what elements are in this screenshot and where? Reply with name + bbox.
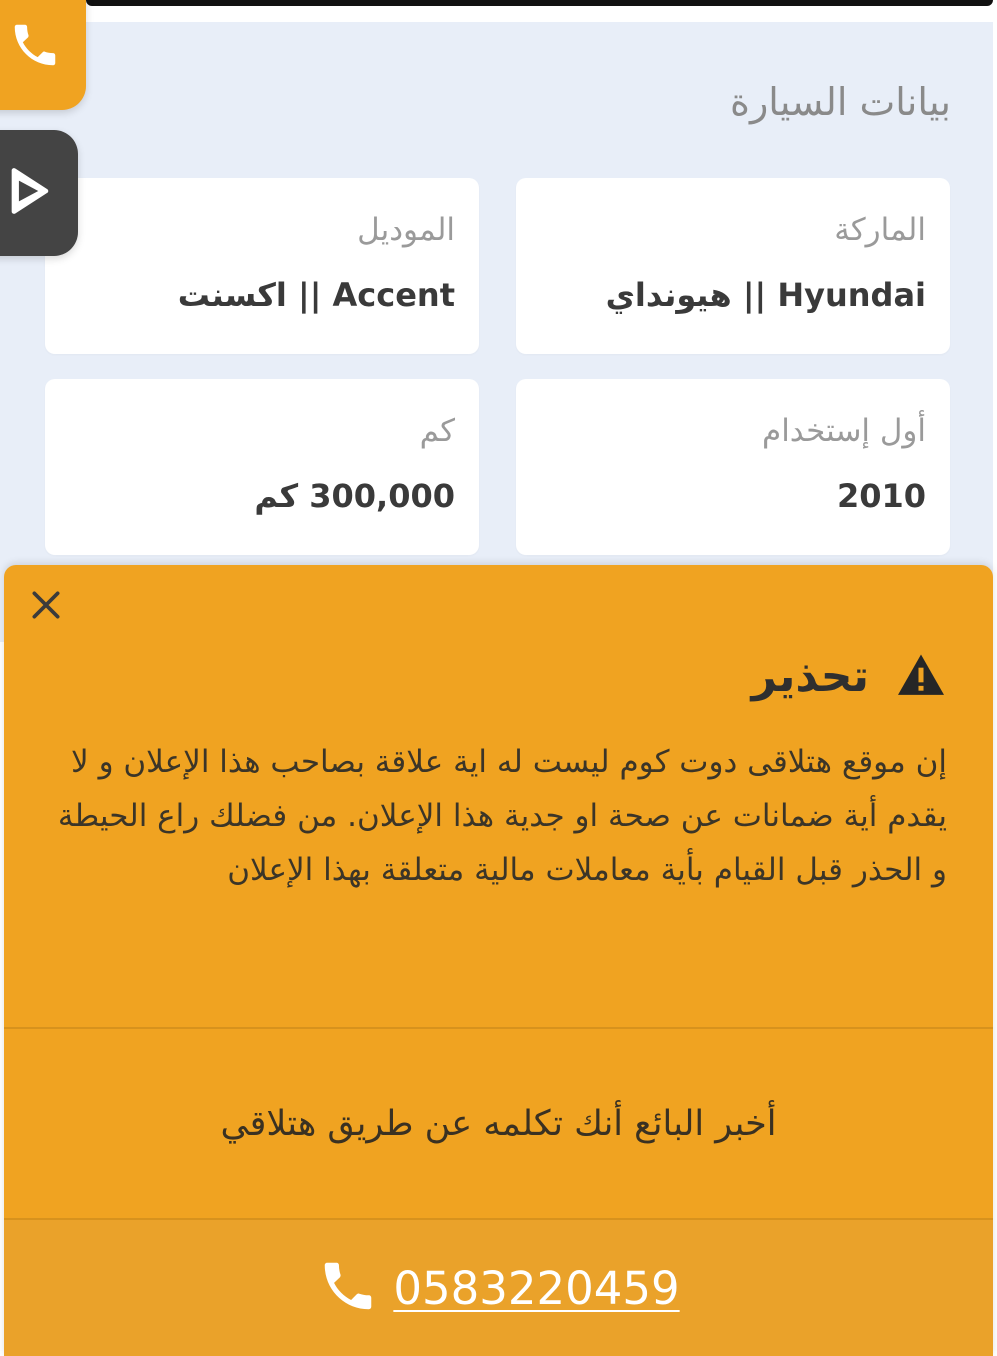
top-bar: [86, 0, 993, 6]
section-title: بيانات السيارة: [730, 80, 951, 124]
car-field-first-use-card: [516, 379, 950, 555]
close-icon: [26, 585, 66, 629]
phone-row[interactable]: [4, 1220, 993, 1356]
car-field-first-use-label: أول إستخدام: [762, 413, 926, 449]
car-field-brand-value: Hyundai || هيونداي: [605, 276, 926, 314]
car-field-model-label: الموديل: [357, 212, 455, 248]
tell-seller-text: أخبر البائع أنك تكلمه عن طريق هتلاقي: [220, 1103, 777, 1144]
car-field-brand-label: الماركة: [834, 212, 926, 248]
floating-share-button[interactable]: [0, 130, 78, 256]
warning-title: تحذير: [751, 651, 869, 702]
car-field-model-card: [45, 178, 479, 354]
car-field-first-use-value: 2010: [836, 477, 926, 515]
car-field-model-value: Accent || اكسنت: [177, 276, 455, 314]
warning-heading: [751, 647, 947, 707]
floating-call-button[interactable]: [0, 0, 86, 110]
warning-triangle-icon: [895, 652, 947, 702]
play-share-icon: [2, 162, 60, 224]
phone-number-link[interactable]: 0583220459: [393, 1261, 680, 1315]
close-warning-button[interactable]: [22, 583, 70, 631]
car-field-mileage-value: 300,000 كم: [254, 477, 455, 515]
phone-icon: [8, 18, 62, 76]
phone-icon: [317, 1255, 379, 1321]
warning-panel: [4, 565, 993, 1356]
car-field-mileage-card: [45, 379, 479, 555]
warning-message: إن موقع هتلاقى دوت كوم ليست له اية علاقة بصاحب هذا الإعلان و لا يقدم أية ضمانات عن صحة او جدية هذا الإعلان. من فضلك راع الحيطة و الحذر قبل القيام بأية معاملات مالية متعلقة بهذا الإعلان: [57, 744, 947, 888]
car-field-brand-card: [516, 178, 950, 354]
car-field-mileage-label: كم: [419, 413, 455, 449]
